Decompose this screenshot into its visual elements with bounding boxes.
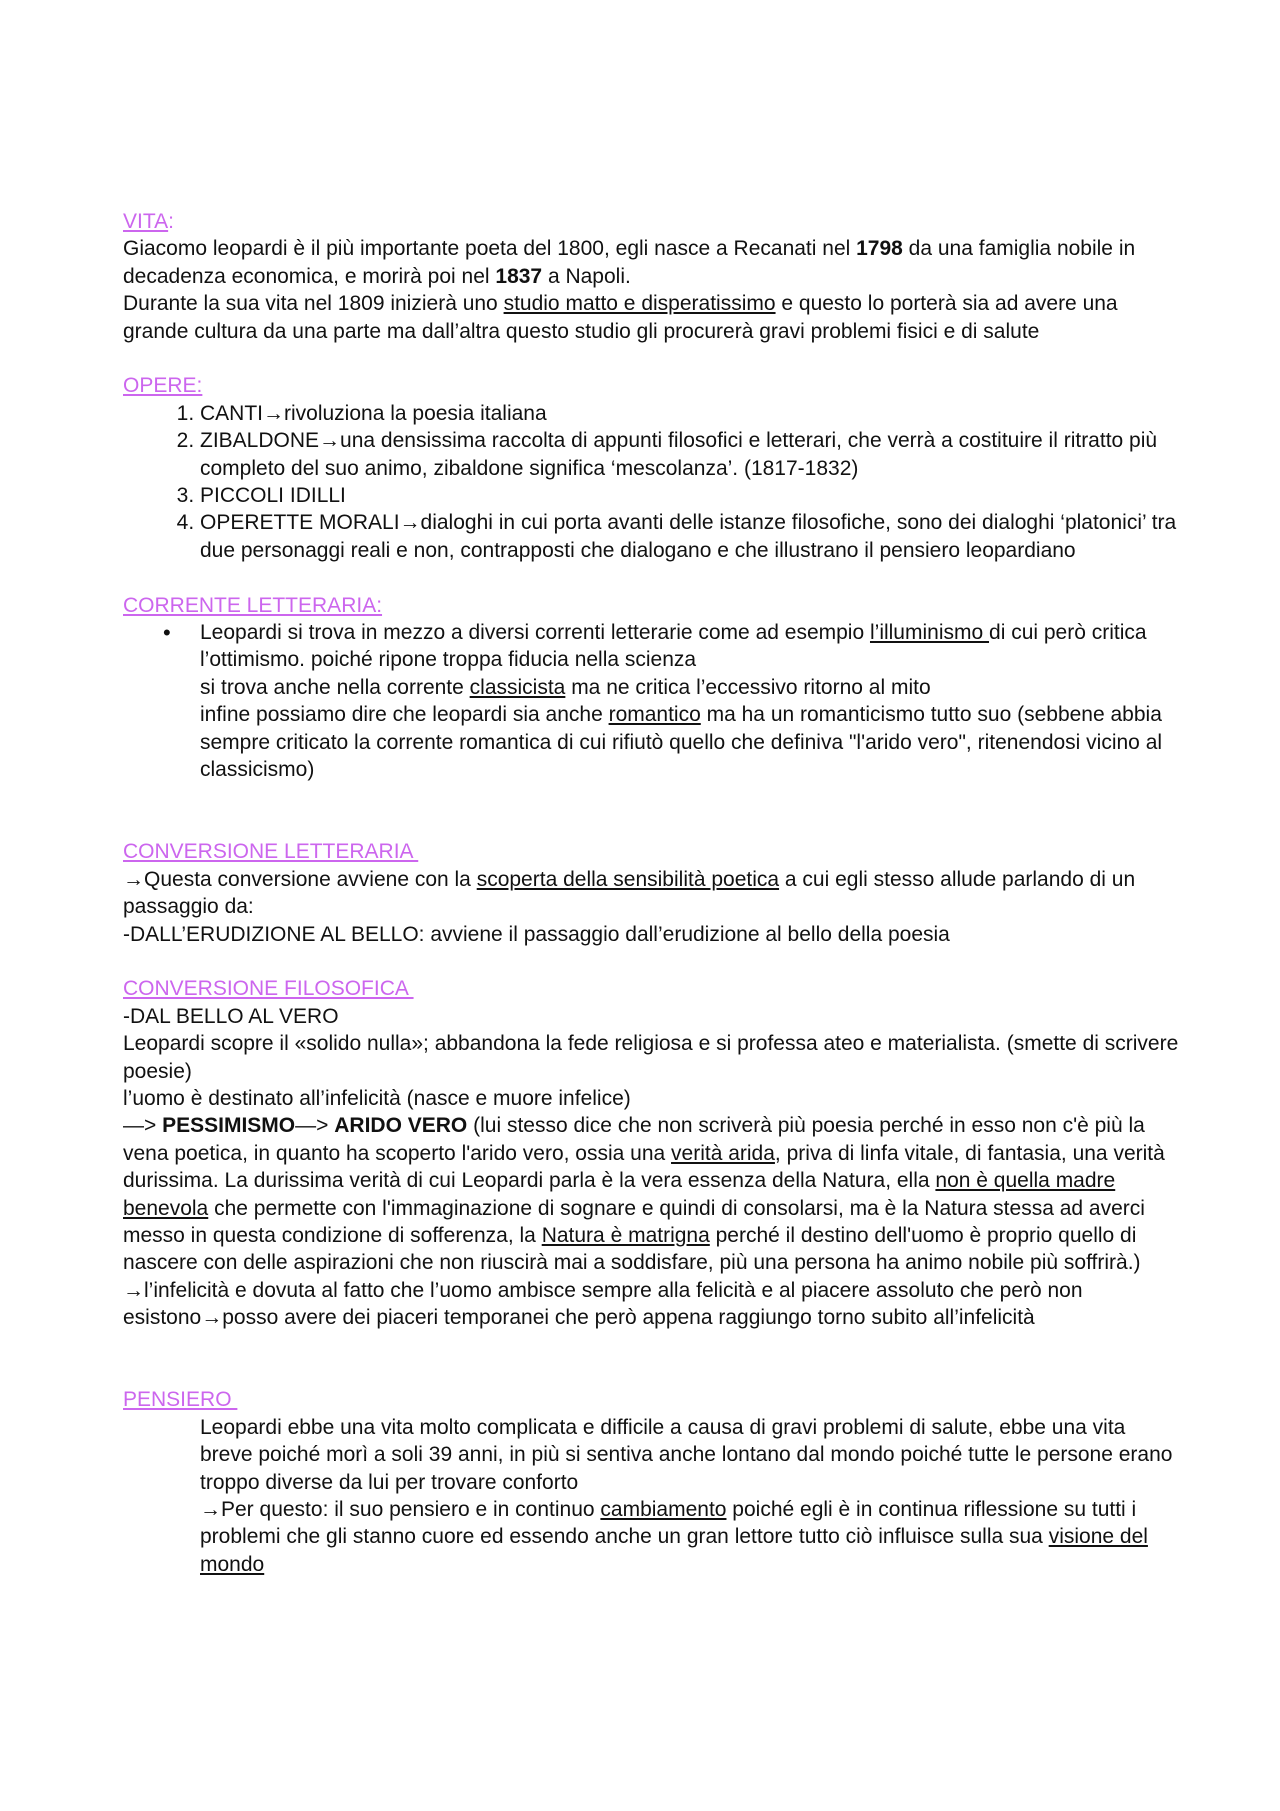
pensiero-heading: PENSIERO	[123, 1388, 238, 1412]
corrente-heading: CORRENTE LETTERARIA:	[123, 593, 383, 617]
section-pensiero	[123, 1386, 1183, 1578]
conv-fil-paragraph-pessimismo: —> PESSIMISMO—> ARIDO VERO (lui stesso dice che non scriverà più poesia perché in esso non c'è più la vena poetica, in quanto ha scoperto l'arido vero, ossia una verità arida, priva di linfa vitale, di fantasia, una verità durissima. La durissima verità di cui Leopardi parla è la vera essenza della Natura, ella non è quella madre benevola che permette con l'immaginazione di sognare e quindi di consolarsi, ma è la Natura stessa ad averci messo in questa condizione di sofferenza, la Natura è matrigna perché il destino dell'uomo è proprio quello di nascere con delle aspirazioni che non riuscirà mai a soddisfare, più una persona ha animo nobile più soffrirà.)	[123, 1114, 1165, 1275]
list-item: 2. ZIBALDONE→una densissima raccolta di appunti filosofici e letterari, che verrà a costituire il ritratto più completo del suo animo, zibaldone significa ‘mescolanza’. (1817-1832)	[200, 427, 1183, 482]
conv-fil-line-2: Leopardi scopre il «solido nulla»; abbandona la fede religiosa e si professa ateo e materialista. (smette di scrivere poesie)	[123, 1032, 1179, 1083]
opere-heading: OPERE:	[123, 374, 203, 398]
section-vita	[123, 208, 1183, 345]
conv-fil-heading: CONVERSIONE FILOSOFICA	[123, 977, 414, 1001]
arrow-icon: →	[123, 1278, 144, 1302]
corrente-list	[123, 619, 1183, 783]
conv-lett-paragraph-1: →Questa conversione avviene con la scoperta della sensibilità poetica a cui egli stesso allude parlando di un passaggio da:	[123, 867, 1136, 919]
conv-fil-line-3: l’uomo è destinato all’infelicità (nasce e muore infelice)	[123, 1086, 631, 1110]
list-item: 1. CANTI→rivoluziona la poesia italiana	[200, 400, 1183, 427]
list-item: 4. OPERETTE MORALI→dialoghi in cui porta avanti delle istanze filosofiche, sono dei dialoghi ‘platonici’ tra due personaggi reali e non, contrapposti che dialogano e che illustrano il pensiero leopardiano	[200, 509, 1183, 564]
arrow-icon: →	[123, 867, 144, 891]
conv-lett-paragraph-2: -DALL’ERUDIZIONE AL BELLO: avviene il passaggio dall’erudizione al bello della poesia	[123, 922, 950, 946]
section-opere	[123, 372, 1183, 564]
arrow-icon: →	[201, 1306, 223, 1330]
conv-fil-line-1: -DAL BELLO AL VERO	[123, 1004, 339, 1028]
document-page	[123, 208, 1183, 1578]
conv-lett-heading: CONVERSIONE LETTERARIA	[123, 840, 419, 864]
pensiero-paragraph-1: Leopardi ebbe una vita molto complicata e difficile a causa di gravi problemi di salute, ebbe una vita breve poiché morì a soli 39 anni, in più si sentiva anche lontano dal mondo poiché tutte le persone erano troppo diverse da lui per trovare conforto	[200, 1415, 1173, 1494]
vita-heading: VITA:	[123, 210, 174, 233]
pensiero-paragraph-2: →Per questo: il suo pensiero e in continuo cambiamento poiché egli è in continua riflessione su tutti i problemi che gli stanno cuore ed essendo anche un gran lettore tutto ciò influisce sulla sua visione del mondo	[200, 1498, 1148, 1576]
arrow-icon: →	[399, 511, 421, 535]
opere-list	[123, 400, 1183, 564]
section-corrente	[123, 592, 1183, 784]
vita-paragraph-2: Durante la sua vita nel 1809 inizierà uno studio matto e disperatissimo e questo lo porterà sia ad avere una grande cultura da una parte ma dall’altra questo studio gli procurerà gravi problemi fisici e di salute	[123, 292, 1118, 343]
arrow-icon: →	[263, 401, 284, 425]
vita-paragraph-1: Giacomo leopardi è il più importante poeta del 1800, egli nasce a Recanati nel 1798 da una famiglia nobile in decadenza economica, e morirà poi nel 1837 a Napoli.	[123, 237, 1136, 288]
section-conversione-filosofica	[123, 975, 1183, 1331]
arrow-icon: →	[319, 429, 341, 453]
conv-fil-paragraph-infelicita: →l’infelicità e dovuta al fatto che l’uomo ambisce sempre alla felicità e al piacere assoluto che però non esistono→posso avere dei piaceri temporanei che però appena raggiungo torno subito all’infelicità	[123, 1278, 1083, 1330]
list-item: • Leopardi si trova in mezzo a diversi correnti letterarie come ad esempio l’illuminismo di cui però critica l’ottimismo. poiché ripone troppa fiducia nella scienza si trova anche nella corrente classicista ma ne critica l’eccessivo ritorno al mito infine possiamo dire che leopardi sia anche romantico ma ha un romanticismo tutto suo (sebbene abbia sempre criticato la corrente romantica di cui rifiutò quello che definiva "l'arido vero", ritenendosi vicino al classicismo)	[200, 619, 1183, 783]
section-conversione-letteraria	[123, 838, 1183, 948]
arrow-icon: →	[200, 1498, 221, 1522]
list-item: 3. PICCOLI IDILLI	[200, 482, 1183, 509]
